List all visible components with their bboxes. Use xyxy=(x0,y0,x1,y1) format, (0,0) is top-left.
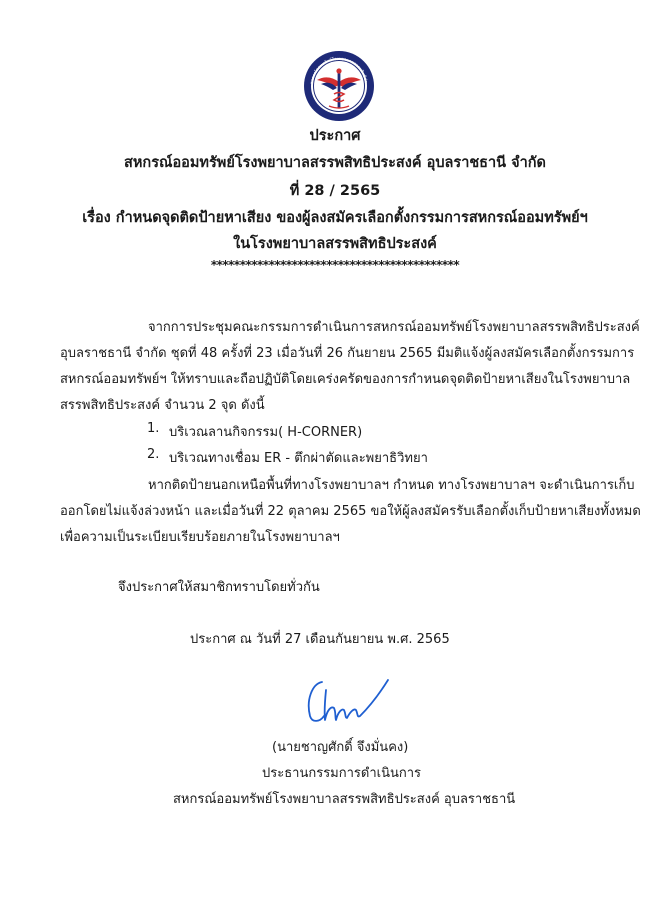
handwritten-signature xyxy=(298,672,394,728)
list-item-1-number: 1. xyxy=(147,421,160,436)
list-item-2-text: บริเวณทางเชื่อม ER - ตึกผ่าตัดและพยาธิวิทยา xyxy=(169,451,428,466)
organization-name: สหกรณ์ออมทรัพย์โรงพยาบาลสรรพสิทธิประสงค์ อุบลราชธานี จำกัด xyxy=(124,155,546,171)
dated-line: ประกาศ ณ วันที่ 27 เดือนกันยายน พ.ศ. 2565 xyxy=(190,632,450,647)
para2-line-3: เพื่อความเป็นระเบียบเรียบร้อยภายในโรงพยาบาลฯ xyxy=(60,530,340,545)
logo-ring-text: สหกรณ์ออมทรัพย์โรงพยาบาลสรรพสิทธิประ xyxy=(309,55,370,86)
signatory-name: (นายชาญศักดิ์ จึงมั่นคง) xyxy=(272,740,409,755)
para1-line-1: จากการประชุมคณะกรรมการดำเนินการสหกรณ์ออมทรัพย์โรงพยาบาลสรรพสิทธิประสงค์ xyxy=(148,320,640,335)
cooperative-logo-icon xyxy=(303,50,375,122)
subject-line-1: เรื่อง กำหนดจุดติดป้ายหาเสียง ของผู้ลงสมัครเลือกตั้งกรรมการสหกรณ์ออมทรัพย์ฯ xyxy=(82,210,588,226)
list-item-2-number: 2. xyxy=(147,447,160,462)
star-divider: ******************************************* xyxy=(210,258,460,272)
subject-line-2: ในโรงพยาบาลสรรพสิทธิประสงค์ xyxy=(233,236,437,252)
para1-line-2: อุบลราชธานี จำกัด ชุดที่ 48 ครั้งที่ 23 เมื่อวันที่ 26 กันยายน 2565 มีมติแจ้งผู้ลงสมัครเลือกตั้งกรรมการ xyxy=(60,346,635,361)
para1-line-4: สรรพสิทธิประสงค์ จำนวน 2 จุด ดังนี้ xyxy=(60,398,265,413)
notice-line: จึงประกาศให้สมาชิกทราบโดยทั่วกัน xyxy=(118,580,320,595)
signatory-organization: สหกรณ์ออมทรัพย์โรงพยาบาลสรรพสิทธิประสงค์ อุบลราชธานี xyxy=(173,792,516,807)
document-number: ที่ 28 / 2565 xyxy=(289,183,381,199)
document-title: ประกาศ xyxy=(309,128,361,144)
list-item-1-text: บริเวณลานกิจกรรม( H-CORNER) xyxy=(169,425,363,440)
para1-line-3: สหกรณ์ออมทรัพย์ฯ ให้ทราบและถือปฏิบัติโดยเคร่งครัดของการกำหนดจุดติดป้ายหาเสียงในโรงพยาบาล xyxy=(60,372,631,387)
signatory-position: ประธานกรรมการดำเนินการ xyxy=(262,766,422,781)
para2-line-1: หากติดป้ายนอกเหนือพื้นที่ทางโรงพยาบาลฯ กำหนด ทางโรงพยาบาลฯ จะดำเนินการเก็บ xyxy=(148,478,635,493)
para2-line-2: ออกโดยไม่แจ้งล่วงหน้า และเมื่อวันที่ 22 ตุลาคม 2565 ขอให้ผู้ลงสมัครรับเลือกตั้งเก็บป้ายหาเสียงทั้งหมด xyxy=(60,504,641,519)
